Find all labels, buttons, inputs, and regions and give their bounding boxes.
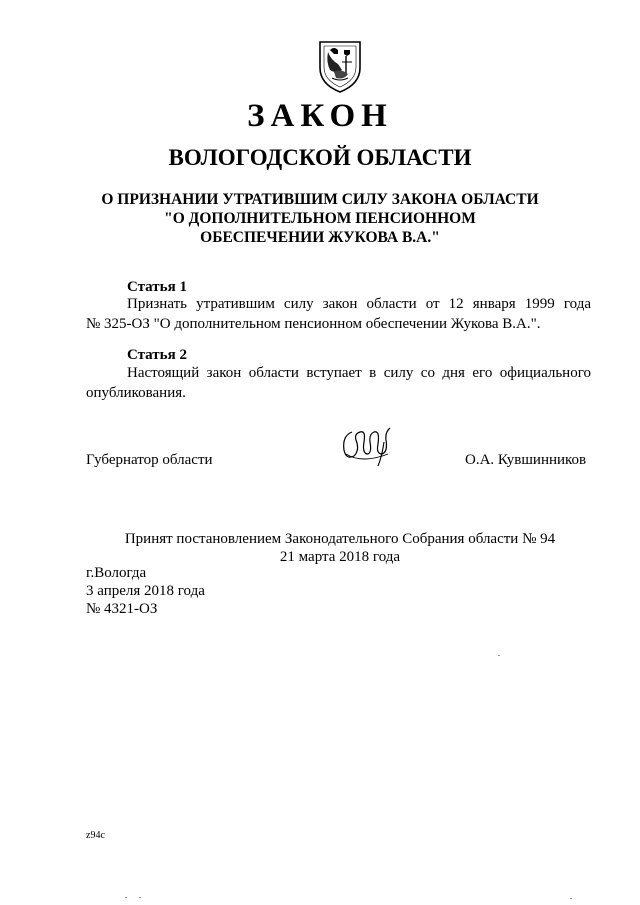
footer-code: z94c (86, 830, 105, 841)
place-city: г.Вологда (86, 565, 147, 581)
law-number: № 4321-ОЗ (86, 601, 158, 617)
article-1-line: № 325-ОЗ "О дополнительном пенсионном обеспечении Жукова В.А.". (86, 316, 541, 332)
scan-speck (570, 898, 572, 899)
governor-position: Губернатор области (86, 452, 213, 468)
article-2-heading: Статья 2 (127, 347, 187, 363)
place-date-number (86, 564, 205, 618)
article-1-text (86, 294, 591, 334)
governor-name: О.А. Кувшинников (465, 452, 587, 468)
article-2-line: Настоящий закон области вступает в силу со дня его официального (127, 365, 591, 381)
article-1-heading: Статья 1 (127, 279, 187, 295)
adoption-note (0, 530, 640, 566)
subject-line: О ПРИЗНАНИИ УТРАТИВШИМ СИЛУ ЗАКОНА ОБЛАСТИ (101, 191, 539, 208)
coat-of-arms-icon (316, 38, 364, 94)
law-title: ЗАКОН (247, 98, 393, 134)
article-2-line: опубликования. (86, 385, 186, 401)
law-subject (0, 190, 640, 247)
place-date: 3 апреля 2018 года (86, 583, 205, 599)
article-2-text (86, 363, 591, 403)
subject-line: "О ДОПОЛНИТЕЛЬНОМ ПЕНСИОННОМ (164, 210, 476, 227)
scan-speck (498, 655, 500, 656)
adoption-line: Принят постановлением Законодательного Собрания области № 94 (124, 531, 556, 547)
article-1-line: Признать утратившим силу закон области от 12 января 1999 года (127, 296, 591, 312)
scan-speck (125, 897, 127, 898)
region-title: ВОЛОГОДСКОЙ ОБЛАСТИ (168, 145, 472, 170)
signature-icon (338, 424, 394, 468)
subject-line: ОБЕСПЕЧЕНИИ ЖУКОВА В.А." (200, 229, 440, 246)
scan-speck (139, 897, 141, 898)
adoption-date: 21 марта 2018 года (279, 549, 401, 565)
